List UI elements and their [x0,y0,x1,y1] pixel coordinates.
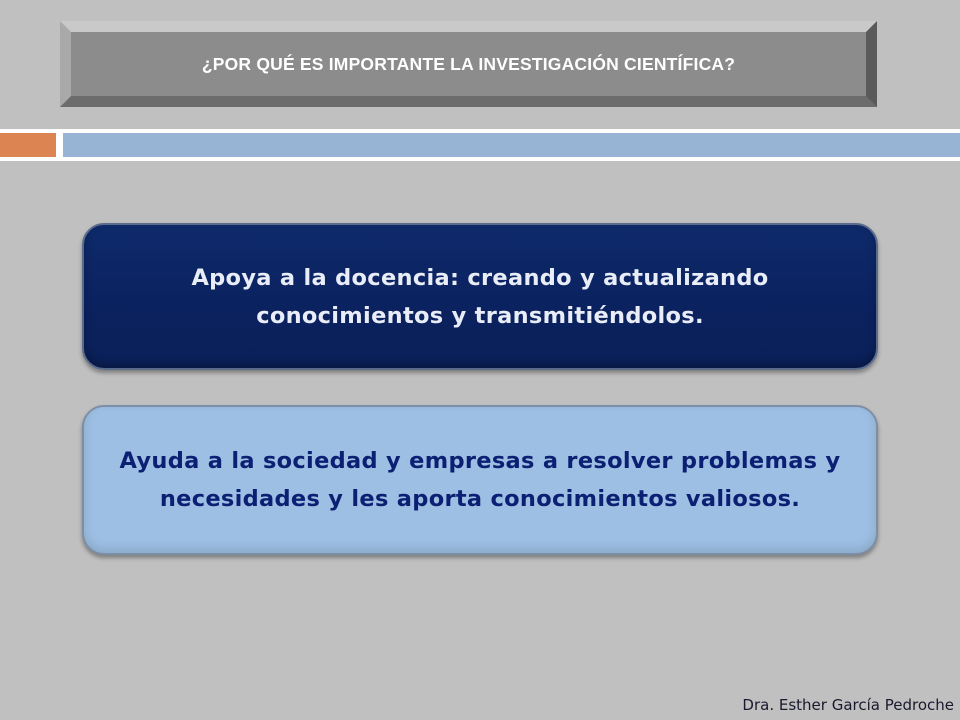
point-box-society [82,405,878,555]
point-text-society: Ayuda a la sociedad y empresas a resolver problemas y necesidades y les aporta conocimientos valiosos. [119,448,841,512]
point-text-teaching: Apoya a la docencia: creando y actualizando conocimientos y transmitiéndolos. [191,264,769,329]
slide-title: ¿POR QUÉ ES IMPORTANTE LA INVESTIGACIÓN CIENTÍFICA? [201,53,736,74]
author-footer: Dra. Esther García Pedroche [742,696,954,714]
slide-title-box [60,21,877,107]
accent-bar-orange [0,133,56,157]
accent-bar-blue [63,133,960,157]
point-box-teaching [82,223,878,370]
